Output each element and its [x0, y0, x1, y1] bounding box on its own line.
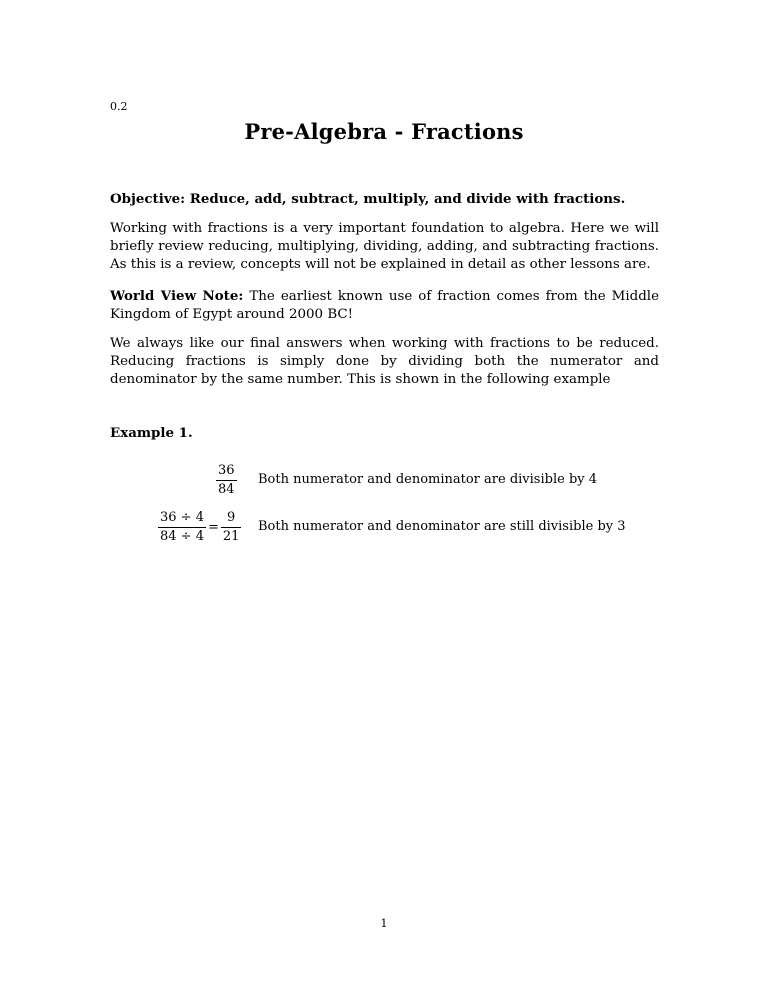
denominator: 84 ÷ 4 — [160, 529, 204, 544]
intro-paragraph: Working with fractions is a very important foundation to algebra. Here we will briefly review reducing, multiplying, dividing, adding, and subtracting fractions. As this is a review, concepts will not be explained in detail as other lessons are. — [110, 221, 659, 272]
example-step-1-note: Both numerator and denominator are divisible by 4 — [258, 472, 598, 487]
numerator: 36 ÷ 4 — [160, 510, 204, 525]
denominator: 21 — [222, 529, 240, 544]
fraction-right — [221, 510, 242, 545]
page-title: Pre-Algebra - Fractions — [244, 119, 524, 144]
numerator: 9 — [227, 510, 236, 525]
denominator: 84 — [218, 482, 235, 497]
fraction — [216, 463, 237, 498]
example-step-2-equation — [158, 510, 241, 545]
example-title: Example 1. — [110, 425, 193, 441]
example-step-1-fraction — [216, 463, 237, 498]
world-view-note — [110, 287, 659, 324]
objective-text: Objective: Reduce, add, subtract, multiply, and divide with fractions. — [110, 191, 626, 207]
reduce-paragraph: We always like our final answers when working with fractions to be reduced. Reducing fractions is simply done by dividing both the numerator and denominator by the same number. This is shown in the following example — [110, 336, 659, 387]
world-view-label: World View Note: — [110, 288, 244, 304]
world-view-text: The earliest known use of fraction comes from the Middle Kingdom of Egypt around 2000 BC! — [110, 289, 660, 322]
page-number: 1 — [380, 917, 388, 930]
fraction-left — [158, 510, 206, 545]
objective — [110, 190, 659, 209]
numerator: 36 — [218, 463, 235, 478]
example-step-2-note: Both numerator and denominator are still divisible by 3 — [258, 519, 626, 534]
equals-sign: = — [207, 520, 219, 535]
section-number: 0.2 — [110, 100, 128, 113]
